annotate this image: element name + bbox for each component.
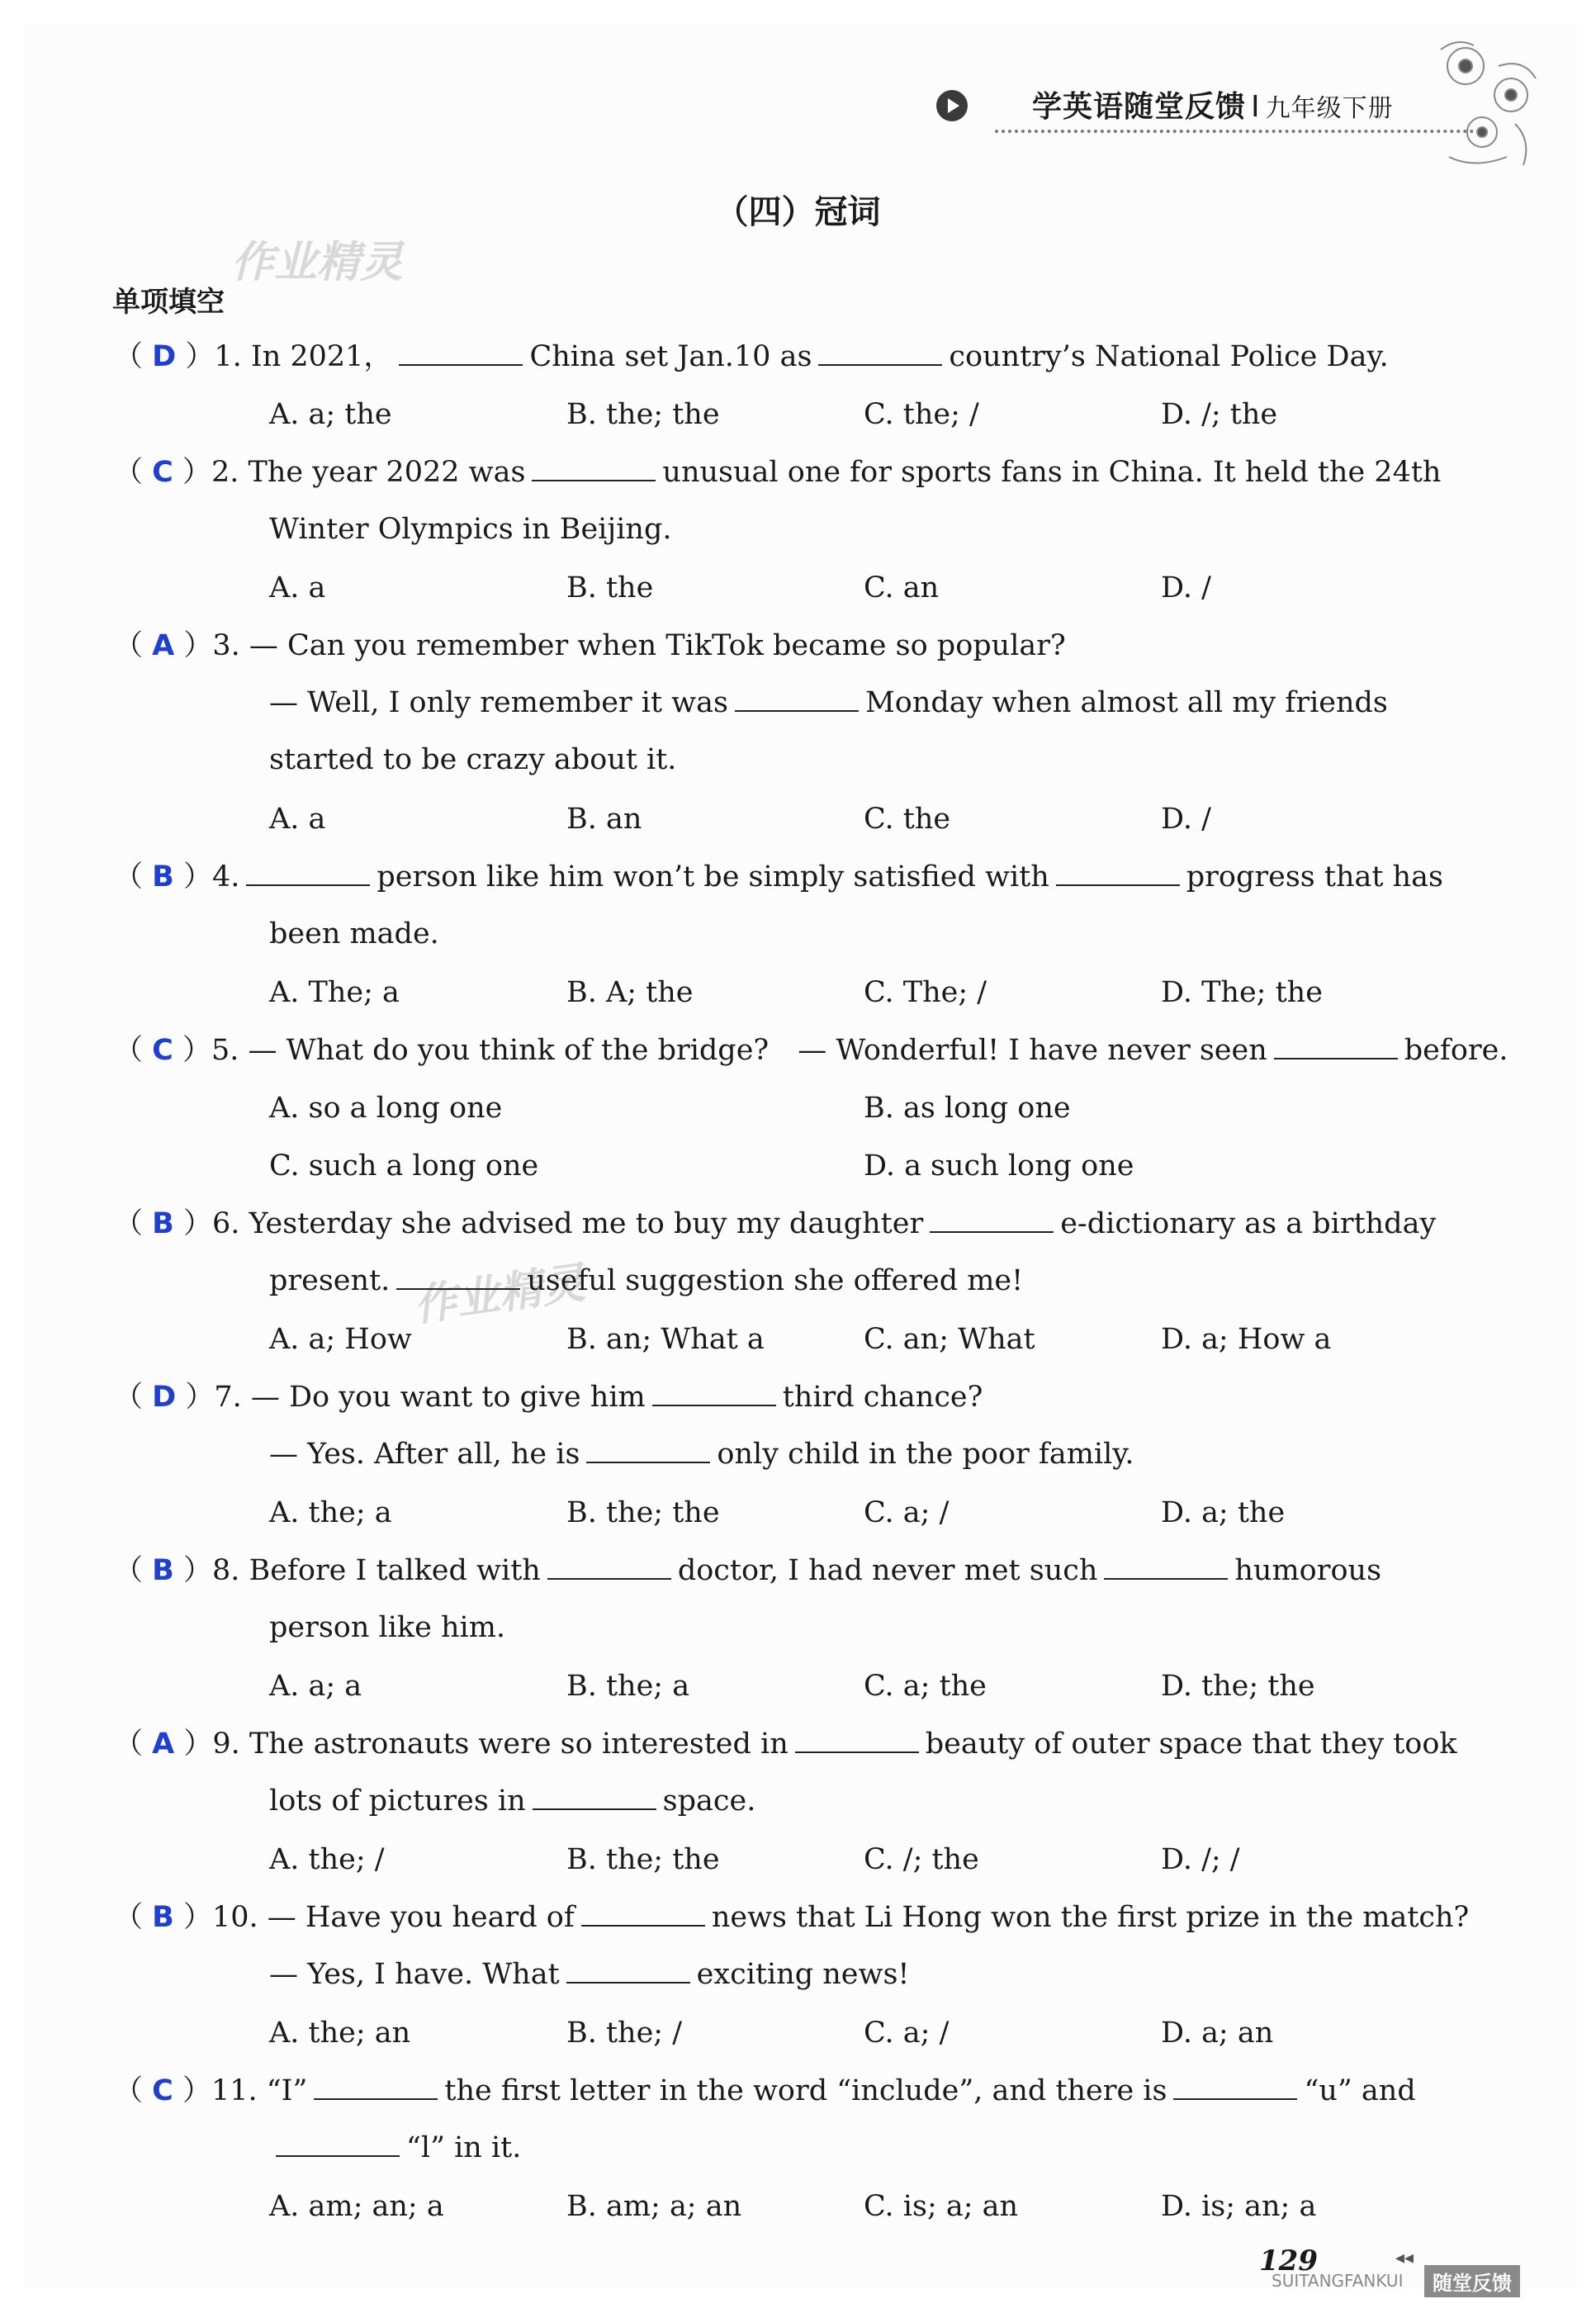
- answer-paren: （: [114, 1034, 153, 1067]
- blank-line[interactable]: [1274, 1033, 1398, 1059]
- answer-option: A. the; /: [269, 1843, 385, 1876]
- question-text: 10. — Have you heard of: [211, 1901, 575, 1934]
- answer-option: D. /; /: [1161, 1843, 1240, 1876]
- question-continuation: [269, 1956, 910, 1993]
- answer-option: C. a; /: [864, 1496, 950, 1529]
- answer-option: B. the; a: [566, 1670, 690, 1703]
- answer-option: A. a; the: [269, 398, 392, 431]
- blank-line[interactable]: [735, 685, 859, 712]
- blank-line[interactable]: [532, 455, 656, 481]
- answer-option: D. /: [1161, 803, 1211, 836]
- blank-line[interactable]: [399, 339, 523, 366]
- answer-option: B. the; the: [566, 1843, 720, 1876]
- question-text: 2. The year 2022 was: [211, 456, 526, 489]
- answer-option: C. a; the: [864, 1670, 987, 1703]
- question-text: space.: [662, 1785, 756, 1818]
- page-header: [925, 78, 1461, 136]
- answer-option: D. a; an: [1161, 2017, 1274, 2050]
- answer-paren: ）: [174, 1728, 213, 1761]
- answer-option: B. an: [566, 803, 642, 836]
- answer-paren: （: [114, 1728, 153, 1761]
- answer-option: D. The; the: [1161, 976, 1323, 1009]
- answer-paren: ）: [173, 2074, 211, 2107]
- question-text: person like him won’t be simply satisfied with: [377, 860, 1049, 893]
- question-continuation: [269, 1609, 505, 1646]
- blank-line[interactable]: [581, 1900, 705, 1927]
- question-text: only child in the poor family.: [717, 1438, 1134, 1471]
- question-text: unusual one for sports fans in China. It held the 24th: [662, 456, 1442, 489]
- answer-option: C. is; a; an: [864, 2190, 1019, 2223]
- answer-option: D. a; the: [1161, 1496, 1286, 1529]
- answer-option: D. the; the: [1161, 1670, 1315, 1703]
- question-text: 3. — Can you remember when TikTok became so popular?: [212, 629, 1066, 662]
- answer-option: B. the; the: [566, 1496, 720, 1529]
- answer-paren: （: [114, 1207, 153, 1240]
- question-text: the first letter in the word “include”, and there is: [444, 2074, 1167, 2107]
- blank-line[interactable]: [818, 339, 942, 366]
- answer-option: D. /; the: [1161, 398, 1278, 431]
- question-text: been made.: [269, 917, 439, 950]
- answer-option: B. the: [566, 571, 654, 604]
- answer-option: D. a; How a: [1161, 1323, 1332, 1356]
- answer-paren: ）: [173, 1554, 212, 1587]
- answer-paren: ）: [173, 1034, 211, 1067]
- answer-option: A. a: [269, 803, 326, 836]
- answer-option: C. an; What: [864, 1323, 1035, 1356]
- answer-paren: （: [114, 456, 153, 489]
- answer-option: A. The; a: [269, 976, 400, 1009]
- question-text: person like him.: [269, 1611, 506, 1644]
- answer-paren: （: [114, 629, 153, 662]
- answer-letter: A: [152, 629, 175, 662]
- blank-line[interactable]: [1056, 860, 1180, 886]
- blank-line[interactable]: [547, 1553, 671, 1580]
- answer-option: B. as long one: [864, 1092, 1071, 1125]
- answer-option: A. a: [269, 571, 326, 604]
- answer-option: A. so a long one: [269, 1092, 503, 1125]
- answer-option: B. an; What a: [566, 1323, 765, 1356]
- answer-letter: C: [152, 2074, 173, 2107]
- answer-option: C. the: [864, 803, 951, 836]
- blank-line[interactable]: [276, 2131, 400, 2157]
- question-continuation: [269, 916, 439, 952]
- answer-paren: （: [114, 1381, 153, 1414]
- question-text: country’s National Police Day.: [949, 340, 1389, 373]
- blank-line[interactable]: [652, 1380, 776, 1406]
- answer-letter: C: [152, 1034, 173, 1067]
- question-text: — Well, I only remember it was: [269, 686, 728, 719]
- question-text: before.: [1404, 1034, 1508, 1067]
- question-continuation: [269, 1783, 755, 1819]
- answer-paren: ）: [173, 456, 211, 489]
- question-continuation: [269, 2130, 521, 2166]
- question-text: 5. — What do you think of the bridge? — Wonderful! I have never seen: [211, 1034, 1267, 1067]
- question-continuation: [269, 742, 676, 778]
- question-stem: [114, 1032, 1508, 1069]
- question-text: e-dictionary as a birthday: [1060, 1207, 1437, 1240]
- question-text: 9. The astronauts were so interested in: [212, 1728, 789, 1761]
- answer-option: A. the; an: [269, 2017, 411, 2050]
- blank-line[interactable]: [533, 1784, 656, 1810]
- question-text: Monday when almost all my friends: [864, 686, 1388, 719]
- question-continuation: [269, 1263, 1023, 1299]
- blank-line[interactable]: [1104, 1553, 1228, 1580]
- answer-paren: （: [114, 340, 153, 373]
- blank-line[interactable]: [795, 1727, 919, 1753]
- question-continuation: [269, 511, 671, 547]
- section-title: （四）冠词: [715, 193, 881, 231]
- question-text: humorous: [1234, 1554, 1382, 1587]
- answer-letter: B: [152, 1901, 174, 1934]
- question-stem: [114, 859, 1443, 895]
- question-text: beauty of outer space that they took: [925, 1728, 1457, 1761]
- question-text: useful suggestion she offered me!: [527, 1264, 1024, 1297]
- question-text: present.: [269, 1264, 391, 1297]
- arrow-icon: ◂◂: [1395, 2248, 1414, 2268]
- header-dotted-rule: [995, 130, 1474, 133]
- question-stem: [114, 454, 1441, 491]
- answer-option: C. the; /: [864, 398, 979, 431]
- watermark: 作业精灵: [231, 238, 404, 287]
- answer-letter: D: [152, 340, 177, 373]
- answer-option: C. /; the: [864, 1843, 979, 1876]
- blank-line[interactable]: [930, 1206, 1054, 1233]
- question-text: “u” and: [1304, 2074, 1416, 2107]
- answer-option: A. the; a: [269, 1496, 392, 1529]
- question-text: — Yes, I have. What: [269, 1958, 560, 1991]
- question-text: third chance?: [782, 1381, 983, 1414]
- question-text: — Yes. After all, he is: [269, 1438, 580, 1471]
- blank-line[interactable]: [396, 1263, 520, 1290]
- flower-decoration-icon: [1433, 33, 1548, 173]
- answer-option: D. /: [1161, 571, 1211, 604]
- question-stem: [114, 628, 1066, 664]
- question-text: 4.: [211, 860, 240, 893]
- answer-option: D. is; an; a: [1161, 2190, 1317, 2223]
- answer-letter: B: [152, 1207, 174, 1240]
- question-continuation: [269, 1436, 1134, 1472]
- question-text: started to be crazy about it.: [269, 743, 677, 776]
- watermark: 作业精灵: [410, 1258, 588, 1332]
- question-text: 7. — Do you want to give him: [214, 1381, 646, 1414]
- exercise-heading: 单项填空: [112, 286, 225, 319]
- question-continuation: [269, 685, 1388, 721]
- question-text: 6. Yesterday she advised me to buy my daughter: [211, 1207, 924, 1240]
- answer-letter: D: [152, 1381, 177, 1414]
- answer-paren: （: [114, 860, 153, 893]
- answer-paren: （: [114, 1901, 153, 1934]
- answer-option: B. A; the: [566, 976, 694, 1009]
- question-stem: [114, 2073, 1416, 2109]
- answer-option: C. an: [864, 571, 940, 604]
- question-stem: [114, 1726, 1457, 1762]
- answer-option: C. The; /: [864, 976, 987, 1009]
- blank-line[interactable]: [586, 1437, 710, 1463]
- answer-paren: ）: [173, 1207, 212, 1240]
- question-text: “l” in it.: [406, 2131, 522, 2164]
- blank-line[interactable]: [566, 1957, 690, 1984]
- question-text: 1. In 2021，: [214, 340, 393, 373]
- question-stem: [114, 1899, 1469, 1936]
- question-stem: [114, 1552, 1381, 1589]
- answer-letter: B: [152, 860, 174, 893]
- answer-option: A. a; How: [269, 1323, 412, 1356]
- question-text: lots of pictures in: [269, 1785, 526, 1818]
- answer-option: C. a; /: [864, 2017, 950, 2050]
- question-text: exciting news!: [696, 1958, 910, 1991]
- page-number: 129: [1259, 2244, 1318, 2277]
- play-icon: [936, 90, 968, 121]
- footer-tag: 随堂反馈: [1424, 2265, 1520, 2297]
- answer-option: A. am; an; a: [269, 2190, 444, 2223]
- answer-option: B. am; a; an: [566, 2190, 742, 2223]
- answer-option: C. such a long one: [269, 1149, 539, 1183]
- blank-line[interactable]: [246, 860, 370, 886]
- answer-option: A. a; a: [269, 1670, 362, 1703]
- question-text: 11. “I”: [211, 2074, 308, 2107]
- answer-letter: A: [152, 1728, 175, 1761]
- question-stem: [114, 1379, 983, 1415]
- question-stem: [114, 339, 1389, 375]
- answer-paren: ）: [174, 629, 213, 662]
- book-title: 学英语随堂反馈 I 九年级下册: [1032, 90, 1394, 124]
- answer-paren: ）: [176, 1381, 215, 1414]
- answer-paren: ）: [173, 1901, 212, 1934]
- question-text: news that Li Hong won the first prize in the match?: [711, 1901, 1470, 1934]
- question-text: doctor, I had never met such: [677, 1554, 1098, 1587]
- answer-paren: ）: [176, 340, 215, 373]
- footer-logo: SUITANGFANKUI: [1272, 2271, 1404, 2291]
- answer-letter: C: [152, 456, 173, 489]
- answer-paren: ）: [173, 860, 212, 893]
- answer-paren: （: [114, 1554, 153, 1587]
- question-stem: [114, 1206, 1436, 1242]
- answer-option: D. a such long one: [864, 1149, 1134, 1183]
- question-text: progress that has: [1186, 860, 1443, 893]
- answer-option: B. the; the: [566, 398, 720, 431]
- answer-option: B. the; /: [566, 2017, 682, 2050]
- question-text: 8. Before I talked with: [211, 1554, 541, 1587]
- blank-line[interactable]: [1173, 2074, 1297, 2100]
- answer-letter: B: [152, 1554, 174, 1587]
- question-text: China set Jan.10 as: [529, 340, 812, 373]
- blank-line[interactable]: [314, 2074, 438, 2100]
- question-text: Winter Olympics in Beijing.: [269, 513, 672, 546]
- answer-paren: （: [114, 2074, 153, 2107]
